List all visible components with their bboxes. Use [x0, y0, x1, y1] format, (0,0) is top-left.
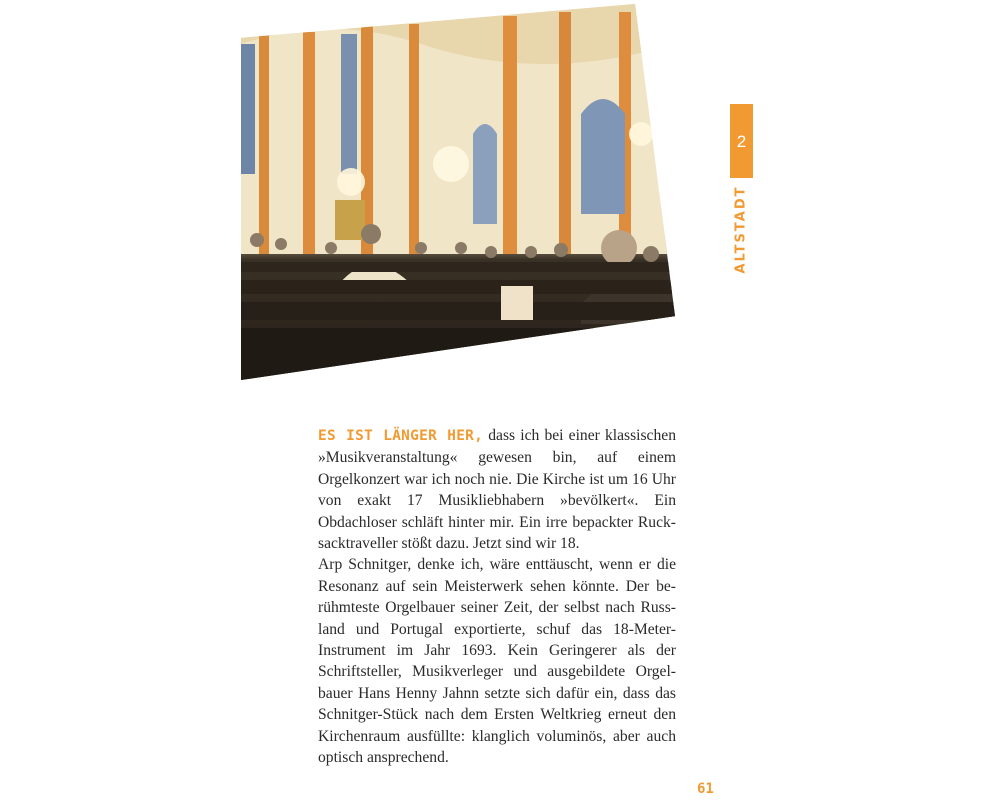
chapter-label-text: ALTSTADT	[733, 184, 749, 274]
article-body	[318, 425, 676, 769]
article-paragraph-2: Arp Schnitger, denke ich, wäre enttäuscht, wenn er die Resonanz auf sein Meisterwerk sehen könnte. Der berühmteste Orgelbauer seiner Zeit, der selbst nach Russland und Portugal exportierte, schuf das 18-Meter-Instrument im Jahr 1693. Kein Geringerer als der Schriftsteller, Musikverleger und ausgebildete Orgelbauer Hans Henny Jahnn setzte sich dafür ein, dass das Schnitger-Stück nach dem Ersten Weltkrieg erneut den Kirchenraum ausfüllte: klanglich voluminös, aber auch optisch ansprechend.	[318, 556, 676, 767]
article-paragraph-1-text: dass ich bei einer klassischen »Musikveranstaltung« gewesen bin, auf einem Orgelkonzert war ich noch nie. Die Kirche ist um 16 Uhr von exakt 17 Musikliebhabern »bevölkert«. Ein Obdachloser schläft hinter mir. Ein irre bepackter Rucksacktraveller stößt dazu. Jetzt sind wir 18.	[318, 427, 676, 553]
chapter-tab	[730, 104, 753, 178]
chapter-label	[729, 184, 753, 274]
church-photo-illustration	[241, 4, 675, 380]
chapter-number: 2	[736, 131, 747, 151]
article-lead: ES IST LÄNGER HER,	[318, 428, 484, 444]
article-paragraph-1	[318, 425, 676, 554]
page-number: 61	[697, 781, 714, 797]
church-interior-photo	[241, 4, 675, 380]
